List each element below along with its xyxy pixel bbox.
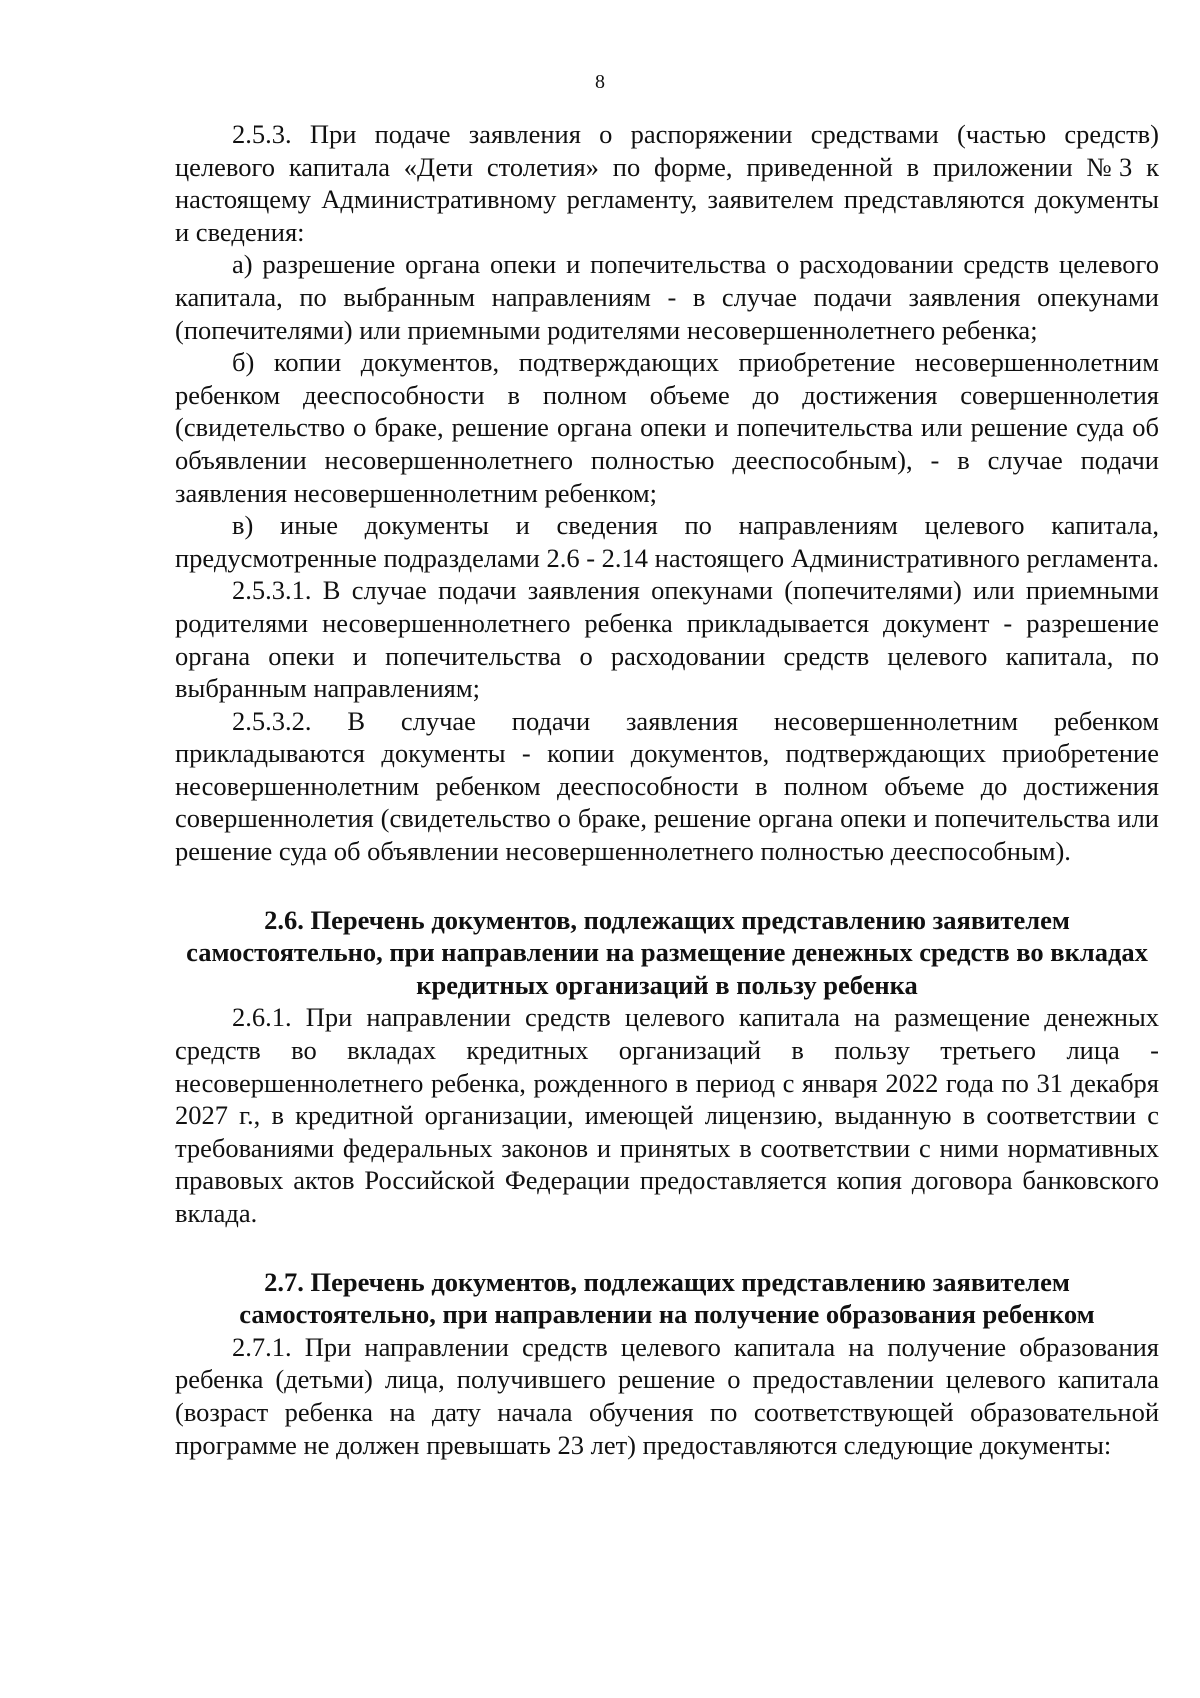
section-heading-2-7: 2.7. Перечень документов, подлежащих представлению заявителем самостоятельно, при направлении на получение образования ребенком — [239, 1266, 1095, 1330]
paragraph-2-5-3-v: в) иные документы и сведения по направлениям целевого капитала, предусмотренные подразделами 2.6 - 2.14 настоящего Административного регламента. — [175, 510, 1160, 573]
paragraph-2-7-1: 2.7.1. При направлении средств целевого капитала на получение образования ребенка (детьми) лица, получившего решение о предоставлении целевого капитала (возраст ребенка на дату начала обучения по соответствующей образовательной программе не должен превышать 23 лет) предоставляются следующие документы: — [175, 1331, 1159, 1460]
paragraph-2-6-1: 2.6.1. При направлении средств целевого капитала на размещение денежных средств во вкладах кредитных организаций в пользу третьего лица - несовершеннолетнего ребенка, рожденного в период с января 2022 года по 31 декабря 2027 г., в кредитной организации, имеющей лицензию, выданную в соответствии с требованиями федеральных законов и принятых в соответствии с ними нормативных правовых актов Российской Федерации предоставляется копия договора банковского вклада. — [175, 1002, 1159, 1228]
document-body — [175, 118, 1159, 1461]
paragraph-2-5-3-2: 2.5.3.2. В случае подачи заявления несовершеннолетним ребенком прикладываются документы - копии документов, подтверждающих приобретение несовершеннолетним ребенком дееспособности в полном объеме до достижения совершеннолетия (свидетельство о браке, решение органа опеки и попечительства или решение суда об объявлении несовершеннолетнего полностью дееспособным). — [175, 705, 1159, 867]
paragraph-2-5-3-1: 2.5.3.1. В случае подачи заявления опекунами (попечителями) или приемными родителями несовершеннолетнего ребенка прикладывается документ - разрешение органа опеки и попечительства о расходовании средств целевого капитала, по выбранным направлениям; — [175, 575, 1159, 704]
paragraph-2-5-3-a: а) разрешение органа опеки и попечительства о расходовании средств целевого капитала, по выбранным направлениям - в случае подачи заявления опекунами (попечителями) или приемными родителями несовершеннолетнего ребенка; — [175, 249, 1159, 345]
page-number: 8 — [595, 71, 605, 93]
section-heading-2-6: 2.6. Перечень документов, подлежащих представлению заявителем самостоятельно, при направлении на размещение денежных средств во вкладах кредитных организаций в пользу ребенка — [186, 904, 1148, 1000]
paragraph-2-5-3: 2.5.3. При подаче заявления о распоряжении средствами (частью средств) целевого капитала «Дети столетия» по форме, приведенной в приложении №3 к настоящему Административному регламенту, заявителем представляются документы и сведения: — [175, 119, 1159, 247]
paragraph-2-5-3-b: б) копии документов, подтверждающих приобретение несовершеннолетним ребенком дееспособности в полном объеме до достижения совершеннолетия (свидетельство о браке, решение органа опеки и попечительства или решение суда об объявлении несовершеннолетнего полностью дееспособным), - в случае подачи заявления несовершеннолетним ребенком; — [175, 347, 1159, 508]
